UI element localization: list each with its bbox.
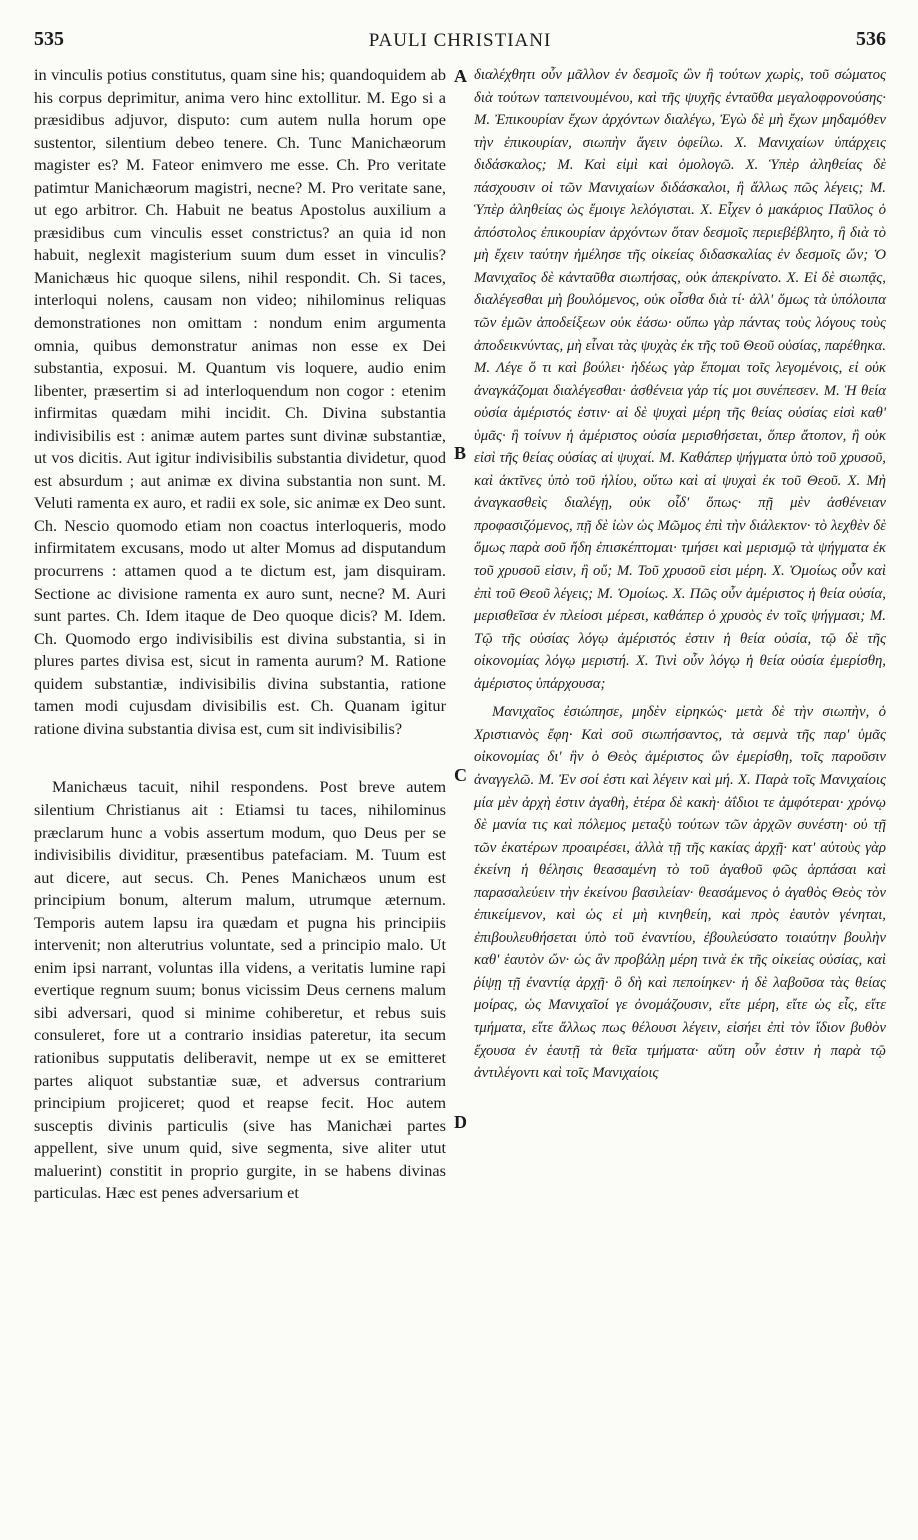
page-number-right: 536 xyxy=(856,28,886,50)
section-marker-a: A xyxy=(454,66,467,86)
latin-paragraph-1: in vinculis potius constitutus, quam sine his; quandoquidem ab his corpus deprimitur, anima vero hinc extollitur. M. Ego si a præsidibus adjuvor, disputo: cum autem nulla horum ope sustentor, silentium debeo tenere. Ch. Tunc Manichæorum magister es? M. Fateor enimvero me esse. Ch. Pro veritate patimtur Manichæorum magistri, necne? M. Pro veritate sane, ut ego arbitror. Ch. Habuit ne beatus Apostolus auxilium a præsidibus cum vinculis esset constrictus? an quia id non habuit, neglexit magisterium suum dum esset in vinculis? Manichæus hic quoque silens, nihil respondit. Ch. Si taces, interloqui nolens, causam non video; nihilominus reliquas demonstrationes non omittam : nondum enim argumenta omnia, quibus demonstratur animas non esse ex Dei substantia, exposui. M. Quantum vis loquere, audio enim libenter, præsertim si ad interloquendum non cogor : etenim infirmitas quædam mihi incidit. Ch. Divina substantia indivisibilis est : animæ autem partes sunt divinæ substantiæ, ut vos dicitis. Aut igitur indivisibilis substantia dividetur, quod est absurdum ; aut animæ ex divina substantia non sunt. M. Veluti ramenta ex auro, et radii ex sole, sic animæ ex Deo sunt. Ch. Nescio quomodo etiam non coactus interloqueris, modo infirmitatem excusans, modo ut alter Momus ad disputandum procurrens : attamen quod a te dictum est, jam disquiram. Sectione ac divisione ramenta ex auro sunt, necne? M. Auri sunt partes. Ch. Idem itaque de Deo quoque dicis? M. Idem. Ch. Quomodo ergo indivisibilis est divina substantia, si in plures partes divisa est, sicut in ramenta aurum? M. Ratione quidem substantiæ, indivisibilis divina substantia, ratione tamen modi cujusdam divisibilis est. Ch. Quanam igitur ratione divina substantia divisa est, cum sit indivisibilis? xyxy=(34,65,446,738)
greek-paragraph-1: διαλέχθητι οὖν μᾶλλον ἐν δεσμοῖς ὢν ἢ τούτων χωρὶς, τοῦ σώματος διὰ τούτων ταπεινουμένου, καὶ τῆς ψυχῆς ἐνταῦθα μεγαλοφρονούσης· Μ. Ἐπικουρίαν ἔχων ἀρχόντων διαλέγω, Ἐγὼ δὲ μὴ ἔχων μηδαμόθεν τὴν ἐπικουρίαν, σιωπὴν ἄγειν ὀφείλω. Χ. Μανιχαίων ὑπάρχεις διδάσκαλος; Μ. Καὶ εἰμὶ καὶ ὁμολογῶ. Χ. Ὑπὲρ ἀληθείας δὲ πάσχουσιν οἱ τῶν Μανιχαίων διδάσκαλοι, ἢ ἄλλως πῶς λέγεις; Μ. Ὑπὲρ ἀληθείας ὡς ἔμοιγε λελόγισται. Χ. Εἶχεν ὁ μακάριος Παῦλος ὁ ἀπόστολος ἐπικουρίαν ἀρχόντων ὅταν δεσμοῖς περιεβέβλητο, ἢ διὰ τὸ μὴ ἔχειν ταύτην ἠμέλησε τῆς οἰκείας διδασκαλίας ἐν δεσμοῖς ὤν; Ὁ Μανιχαῖος δὲ κἀνταῦθα σιωπήσας, οὐκ ἀπεκρίνατο. Χ. Εἰ δὲ σιωπᾷς, διαλέγεσθαι μὴ βουλόμενος, οὐκ οἶσθα διὰ τί· ἀλλ' ὅμως τὰ ὑπόλοιπα τῶν ἐμῶν ἀποδείξεων οὐκ ἐάσω· οὔπω γὰρ πάντας τοὺς λόγους τοὺς ἀποδεικνύντας, μὴ εἶναι τὰς ψυχὰς ἐκ τῆς τοῦ Θεοῦ οὐσίας, παρέθηκα. Μ. Λέγε ὅ τι καὶ βούλει· ἡδέως γὰρ ἕπομαι τοῖς λεγομένοις, εἰ οὐκ ἀναγκάζομαι διαλέγεσθαι· ἀσθένεια γάρ τίς μοι συνέπεσεν. Μ. Ἡ θεία οὐσία ἀμέριστός ἐστιν· αἱ δὲ ψυχαὶ μέρη τῆς θείας οὐσίας εἰσὶ καθ' ὑμᾶς· ἢ τοίνυν ἡ ἀμέριστος οὐσία μερισθήσεται, ὅπερ ἄτοπον, ἢ οὐκ εἰσὶ τῆς θείας οὐσίας αἱ ψυχαί. Μ. Καθάπερ ψήγματα ὑπὸ τοῦ χρυσοῦ, καὶ ἀκτῖνες ὑπὸ τοῦ ἡλίου, οὕτω καὶ αἱ ψυχαὶ ἐκ τοῦ Θεοῦ. Χ. Μὴ ἀναγκασθεὶς διαλέγῃ, οὐκ οἶδ' ὅπως· πῇ μὲν ἀσθένειαν προφασιζόμενος, πῇ δὲ ἰὼν ὡς Μῶμος ἐπὶ τὴν διάλεκτον· τὸ λεχθὲν δὲ ὅμως παρὰ σοῦ ἤδη ἐπισκέπτομαι· τμήσει καὶ μερισμῷ τὰ ψήγματα ἐκ τοῦ χρυσοῦ εἰσιν, ἢ οὔ; Μ. Τοῦ χρυσοῦ εἰσι μέρη. Χ. Ὁμοίως οὖν καὶ ἐπὶ τοῦ Θεοῦ λέγεις; Μ. Ὁμοίως. Χ. Πῶς οὖν ἀμέριστος ἡ θεία οὐσία, μερισθεῖσα ἐν πλείοσι μέρεσι, καθάπερ ὁ χρυσὸς ἐν τοῖς ψήγμασι; Μ. Τῷ τῆς οὐσίας λόγῳ ἀμέριστός ἐστιν ἡ θεία οὐσία, τῷ δὲ τῆς οἰκονομίας λόγῳ μεριστή. Χ. Τινὶ οὖν λόγῳ ἡ θεία οὐσία ἐμερίσθη, ἀμέριστος ὑπάρχουσα; xyxy=(474,67,886,692)
section-marker-b: B xyxy=(454,443,467,463)
running-title: PAULI CHRISTIANI xyxy=(368,30,552,51)
running-header xyxy=(34,28,886,58)
section-marker-c: C xyxy=(454,765,467,785)
greek-paragraph-2: Μανιχαῖος ἐσιώπησε, μηδὲν εἰρηκώς· μετὰ δὲ τὴν σιωπὴν, ὁ Χριστιανὸς ἔφη· Καὶ σοῦ σιωπήσαντος, τὰ σεμνὰ τῆς παρ' ὑμᾶς οἰκονομίας δι' ἣν ὁ Θεὸς ἀμέριστος ὢν ἐμερίσθη, τοῖς παροῦσιν ἀναγγελῶ. Μ. Ἐν σοί ἐστι καὶ λέγειν καὶ μή. Χ. Παρὰ τοῖς Μανιχαίοις μία μὲν ἀρχὴ ἐστιν ἀγαθὴ, ἑτέρα δὲ κακὴ· ἀΐδιοι τε ἀμφότεραι· χρόνῳ δὲ μανία τις καὶ πόλεμος μεταξὺ τούτων τῶν ἀρχῶν συνέστη· οὐ τῇ τῶν ἑκατέρων προαιρέσει, ἀλλὰ τῇ τῆς κακίας ἀρχῇ· κατ' αὐτοὺς γὰρ ἐκείνη ἡ θέλησις θεασαμένη τὸ τοῦ ἀγαθοῦ φῶς ἁρπάσαι καὶ παρασαλεύειν τὴν ἐκείνου βασιλείαν· θεασάμενος ὁ ἀγαθὸς Θεὸς τὸν ἐπικείμενον, καὶ ὡς εἰ μὴ κινηθείη, καὶ πρὸς ἑαυτὸν γένηται, ἐπιβουλευθήσεται ὑπὸ τοῦ ἐναντίου, ἐβουλεύσατο τοιαύτην βουλὴν καθ' ἑαυτὸν ὤν· ὡς ἂν προβάλῃ μέρη τινὰ ἐκ τῆς οἰκείας οὐσίας, καὶ ῥίψῃ τῇ ἐναντίᾳ ἀρχῇ· ὃ δὴ καὶ πεποίηκεν· ἡ δὲ λαβοῦσα τὰς θείας μοίρας, ὡς Μανιχαῖοί γε ὀνομάζουσιν, εἴτε μέρη, εἴτε ὡς εἷς, εἴτε τμήματα, εἴτε ἄλλως πως θέλουσι λέγειν, εἰσήει ἐπὶ τὸν ἴδιον βυθὸν ἔχουσα ἐν ἑαυτῇ τὰ θεῖα τμήματα· αὕτη οὖν ἐστιν ἡ παρὰ τῷ ἀντιλέγοντι καὶ τοῖς Μανιχαίοις xyxy=(474,704,886,1082)
latin-column xyxy=(34,64,446,1205)
page-number-left: 535 xyxy=(34,28,64,50)
greek-column xyxy=(474,64,886,1085)
section-marker-d: D xyxy=(454,1112,467,1132)
latin-paragraph-2: Manichæus tacuit, nihil respondens. Post breve autem silentium Christianus ait : Etiamsi tu taces, nihilominus præclarum hunc a vobis assertum modum, quo Deus per se indivisibilis dividitur, præsentibus patefaciam. M. Tuum est aut dicere, aut secus. Ch. Penes Manichæos unum est principium bonum, alterum malum, utrumque æternum. Temporis autem lapsu ira quædam et pugna his principiis intervenit; non alterutrius voluntate, sed a principio malo. Ut enim ipsi narrant, voluntas illa videns, a veritatis lumine rapi evertique regnum suum; bonus vicissim Deus cernens malum sibi adversari, quod si minime cohiberetur, et rebus suis consuleret, fore ut a contrario insidias pateretur, ita secum rationibus supputatis deliberavit, nempe ut ex se emitteret partes aliquot substantiæ suæ, et adversus contrarium principium projiceret; quod et reapse fecit. Hoc autem susceptis divinis particulis (sive has Manichæi partes appellent, sive unum quid, sive segmenta, sive aliter utut maluerint) constitit in proprio gurgite, in se habens divinas particulas. Hæc est penes adversarium et xyxy=(34,777,446,1203)
